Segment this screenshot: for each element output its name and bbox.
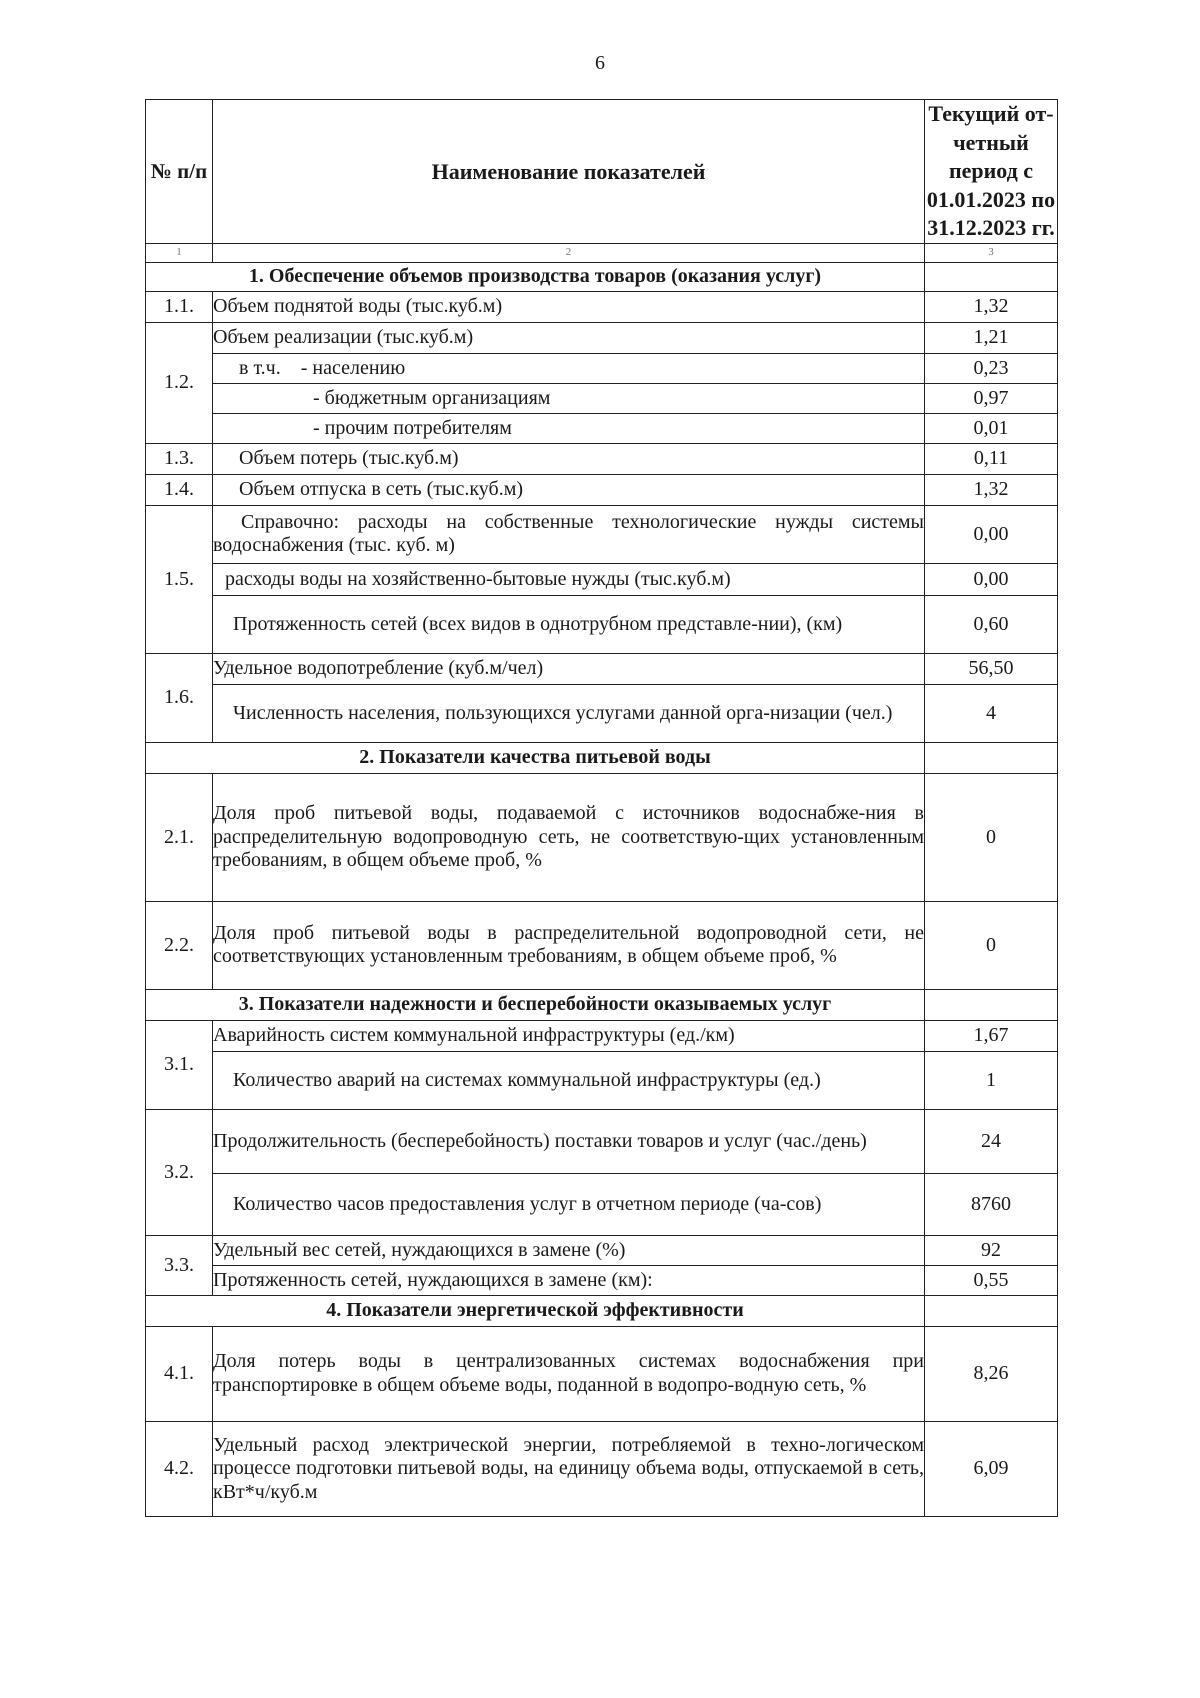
row-value: 1,21 — [925, 322, 1058, 353]
row-name: Доля проб питьевой воды, подаваемой с источников водоснабже-ния в распределительную водопроводную сеть, не соответствую-щих установленным требованиям, в общем объеме проб, % — [213, 773, 925, 901]
row-value: 1,67 — [925, 1020, 1058, 1051]
row-name: Справочно: расходы на собственные технологические нужды системы водоснабжения (тыс. куб. м) — [213, 505, 925, 563]
row-number: 1.5. — [146, 505, 213, 653]
table-row — [146, 1109, 1058, 1173]
table-row — [146, 901, 1058, 989]
row-name: Удельный вес сетей, нуждающихся в замене (%) — [213, 1235, 925, 1265]
column-number: 1 — [146, 243, 213, 262]
table-row — [146, 773, 1058, 901]
table-row — [146, 505, 1058, 563]
row-name: в т.ч. - населению — [213, 353, 925, 383]
column-number: 3 — [925, 243, 1058, 262]
table-row — [146, 291, 1058, 322]
row-number: 2.2. — [146, 901, 213, 989]
row-value: 0,00 — [925, 505, 1058, 563]
row-name: Протяженность сетей, нуждающихся в замене (км): — [213, 1265, 925, 1295]
row-number: 1.1. — [146, 291, 213, 322]
table-row — [146, 383, 1058, 413]
row-name: Удельный расход электрической энергии, потребляемой в техно-логическом процессе подготовки питьевой воды, на единицу объема воды, отпускаемой в сеть, кВт*ч/куб.м — [213, 1421, 925, 1516]
row-value: 0,23 — [925, 353, 1058, 383]
row-value: 0 — [925, 773, 1058, 901]
table-row — [146, 653, 1058, 684]
row-name: Продолжительность (бесперебойность) поставки товаров и услуг (час./день) — [213, 1109, 925, 1173]
row-number: 1.3. — [146, 443, 213, 474]
header-name: Наименование показателей — [213, 100, 925, 244]
row-name: Численность населения, пользующихся услугами данной орга-низации (чел.) — [213, 684, 925, 742]
row-value: 0 — [925, 901, 1058, 989]
row-name: Доля проб питьевой воды в распределительной водопроводной сети, не соответствующих установленным требованиям, в общем объеме проб, % — [213, 901, 925, 989]
table-row — [146, 1326, 1058, 1421]
table-row — [146, 1173, 1058, 1235]
row-value: 1,32 — [925, 291, 1058, 322]
row-name: Удельное водопотребление (куб.м/чел) — [213, 653, 925, 684]
row-name: Объем реализации (тыс.куб.м) — [213, 322, 925, 353]
row-value: 0,60 — [925, 595, 1058, 653]
row-name: Количество часов предоставления услуг в отчетном периоде (ча-сов) — [213, 1173, 925, 1235]
section-row — [146, 262, 1058, 291]
row-value: 0,01 — [925, 413, 1058, 443]
header-number: № п/п — [146, 100, 213, 244]
row-value: 56,50 — [925, 653, 1058, 684]
row-name: Объем отпуска в сеть (тыс.куб.м) — [213, 474, 925, 505]
section-row — [146, 742, 1058, 773]
row-value: 6,09 — [925, 1421, 1058, 1516]
row-number: 1.4. — [146, 474, 213, 505]
row-number: 3.3. — [146, 1235, 213, 1295]
row-value: 4 — [925, 684, 1058, 742]
section-title: 2. Показатели качества питьевой воды — [146, 742, 925, 773]
row-name: Аварийность систем коммунальной инфраструктуры (ед./км) — [213, 1020, 925, 1051]
row-name: Объем потерь (тыс.куб.м) — [213, 443, 925, 474]
table-row — [146, 353, 1058, 383]
column-numbers-row — [146, 243, 1058, 262]
row-number: 4.1. — [146, 1326, 213, 1421]
row-value: 0,55 — [925, 1265, 1058, 1295]
section-title: 1. Обеспечение объемов производства товаров (оказания услуг) — [146, 262, 925, 291]
table-row — [146, 595, 1058, 653]
row-value: 24 — [925, 1109, 1058, 1173]
row-name: Доля потерь воды в централизованных системах водоснабжения при транспортировке в общем объеме воды, поданной в водопро-водную сеть, % — [213, 1326, 925, 1421]
row-number: 4.2. — [146, 1421, 213, 1516]
table-row — [146, 563, 1058, 595]
table-row — [146, 443, 1058, 474]
table-row — [146, 1421, 1058, 1516]
row-name: Количество аварий на системах коммунальной инфраструктуры (ед.) — [213, 1051, 925, 1109]
row-name: - прочим потребителям — [213, 413, 925, 443]
row-value: 0,97 — [925, 383, 1058, 413]
row-name: - бюджетным организациям — [213, 383, 925, 413]
row-number: 3.2. — [146, 1109, 213, 1235]
column-number: 2 — [213, 243, 925, 262]
row-value: 0,00 — [925, 563, 1058, 595]
table-row — [146, 1265, 1058, 1295]
table-header-row — [146, 100, 1058, 244]
table-row — [146, 413, 1058, 443]
row-value: 8,26 — [925, 1326, 1058, 1421]
table-row — [146, 684, 1058, 742]
header-period: Текущий от-четный период с 01.01.2023 по 31.12.2023 гг. — [925, 100, 1058, 244]
table-row — [146, 1235, 1058, 1265]
row-name: расходы воды на хозяйственно-бытовые нужды (тыс.куб.м) — [213, 563, 925, 595]
row-name: Протяженность сетей (всех видов в однотрубном представле-нии), (км) — [213, 595, 925, 653]
row-value: 1,32 — [925, 474, 1058, 505]
section-title: 3. Показатели надежности и бесперебойности оказываемых услуг — [146, 989, 925, 1020]
section-title: 4. Показатели энергетической эффективности — [146, 1295, 925, 1326]
table-row — [146, 474, 1058, 505]
indicators-table — [145, 99, 1058, 1517]
section-row — [146, 989, 1058, 1020]
table-row — [146, 1020, 1058, 1051]
row-value: 0,11 — [925, 443, 1058, 474]
page-number: 6 — [595, 52, 605, 74]
row-value: 1 — [925, 1051, 1058, 1109]
row-number: 3.1. — [146, 1020, 213, 1109]
row-value: 92 — [925, 1235, 1058, 1265]
table-row — [146, 1051, 1058, 1109]
row-name: Объем поднятой воды (тыс.куб.м) — [213, 291, 925, 322]
row-value: 8760 — [925, 1173, 1058, 1235]
row-number: 2.1. — [146, 773, 213, 901]
table-row — [146, 322, 1058, 353]
row-number: 1.2. — [146, 322, 213, 443]
row-number: 1.6. — [146, 653, 213, 742]
section-row — [146, 1295, 1058, 1326]
